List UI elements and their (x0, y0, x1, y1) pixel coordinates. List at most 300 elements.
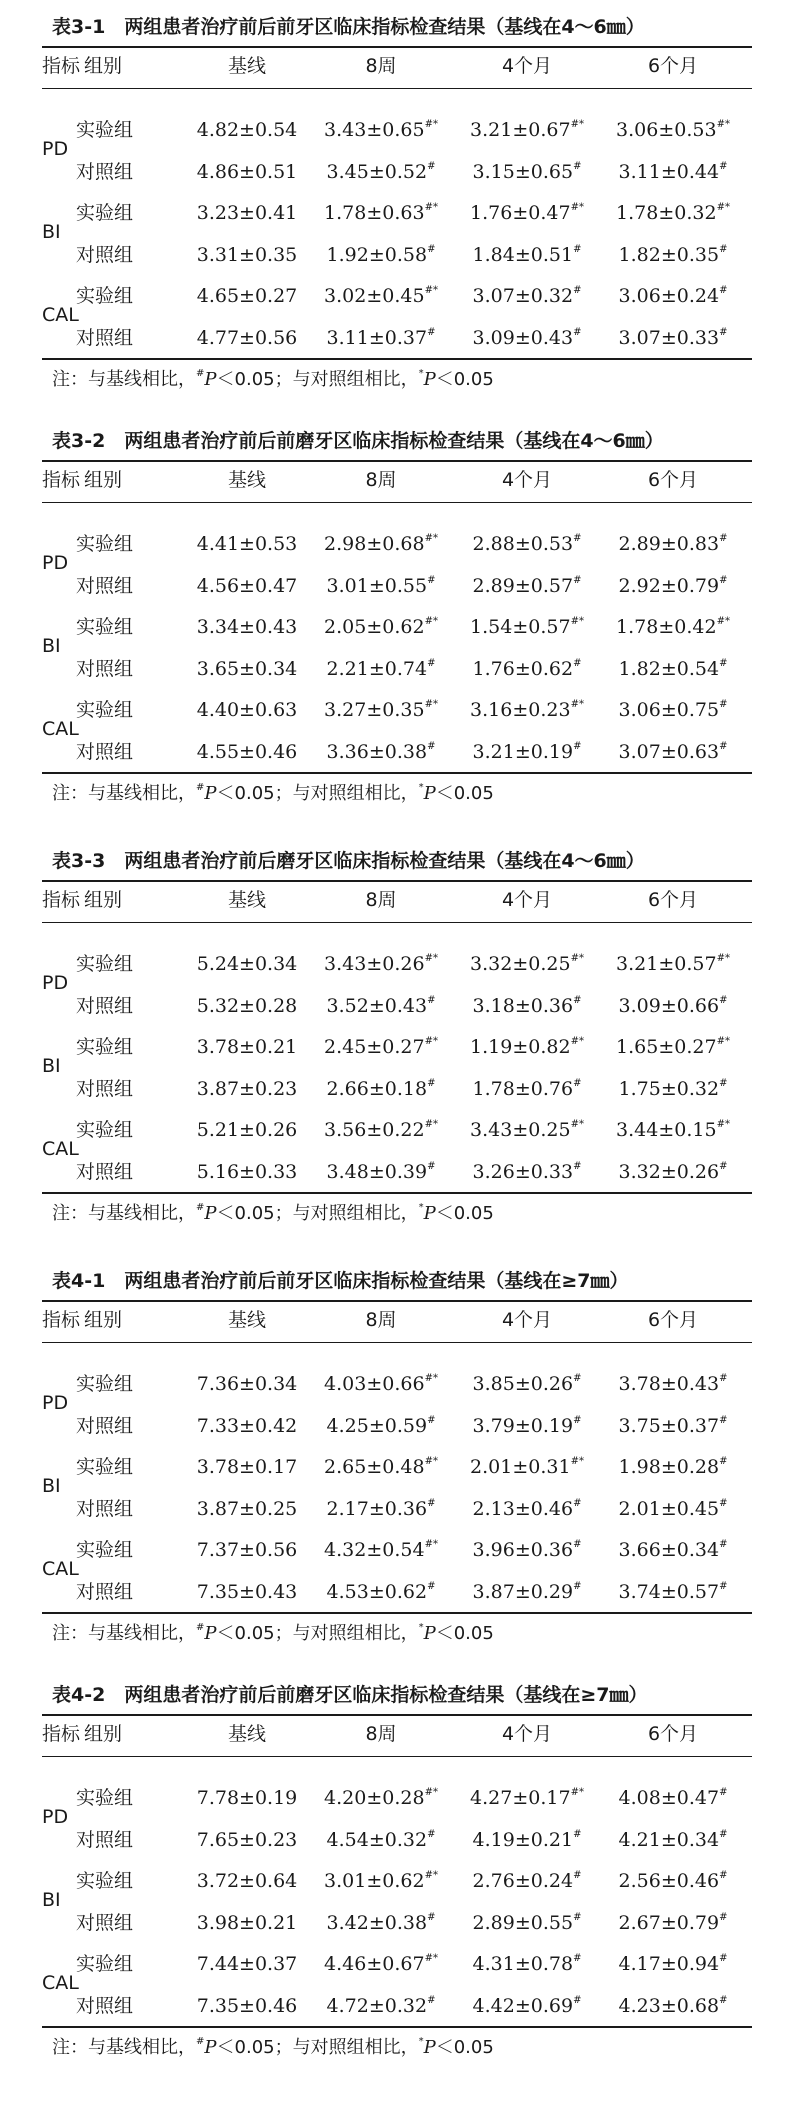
m4-value: 1.78±0.76 (472, 1077, 574, 1100)
significance-mark: # (573, 1580, 582, 1592)
significance-mark: # (719, 1414, 728, 1426)
group-cell: 对照组 (76, 1994, 134, 2017)
significance-mark: # (719, 285, 728, 296)
m6-cell (598, 1158, 748, 1186)
group-cell: 对照组 (76, 657, 134, 680)
m4-cell (452, 282, 602, 310)
w8-value: 2.21±0.74 (326, 657, 428, 680)
m4-cell (452, 992, 602, 1020)
baseline-cell: 3.31±0.35 (196, 243, 298, 266)
m4-cell (452, 738, 602, 766)
m6-cell (598, 1784, 748, 1812)
significance-mark: #* (424, 1119, 438, 1130)
m6-value: 3.11±0.44 (618, 160, 720, 183)
table-footnote (52, 2034, 494, 2062)
note-p-italic: P (204, 1202, 217, 1224)
header-indicator: 指标 (42, 55, 81, 77)
group-cell: 实验组 (76, 1953, 134, 1975)
m6-cell (598, 530, 748, 558)
w8-cell (306, 1158, 456, 1186)
table-block (0, 422, 800, 822)
m4-cell (452, 199, 602, 227)
baseline-cell: 4.77±0.56 (196, 326, 298, 349)
w8-cell (306, 1536, 456, 1564)
significance-mark: # (719, 1539, 728, 1550)
header-8-weeks: 8周 (365, 1309, 397, 1331)
group-cell: 实验组 (76, 1456, 134, 1478)
m6-value: 1.82±0.54 (618, 657, 720, 680)
w8-value: 4.54±0.32 (326, 1828, 428, 1851)
significance-mark: # (719, 1994, 728, 2006)
w8-cell (306, 1826, 456, 1854)
m4-cell (452, 1909, 602, 1937)
m4-value: 2.01±0.31 (470, 1456, 571, 1478)
w8-cell (306, 1453, 456, 1481)
m6-cell (598, 1370, 748, 1398)
w8-cell (306, 1784, 456, 1812)
header-baseline: 基线 (227, 55, 266, 77)
m4-cell (452, 1992, 602, 2020)
m4-cell (452, 158, 602, 186)
note-p-italic: P (423, 368, 436, 390)
bottom-rule (42, 2026, 752, 2028)
group-cell: 实验组 (76, 119, 134, 141)
m6-value: 1.82±0.35 (618, 243, 720, 266)
significance-mark: # (427, 326, 436, 338)
w8-value: 2.66±0.18 (326, 1077, 428, 1100)
significance-mark: #* (716, 1119, 730, 1130)
significance-mark: # (719, 1911, 728, 1923)
group-cell: 对照组 (76, 1414, 134, 1437)
w8-value: 4.32±0.54 (324, 1539, 425, 1561)
m4-value: 3.79±0.19 (472, 1414, 574, 1437)
m4-cell (452, 1950, 602, 1978)
w8-value: 3.11±0.37 (326, 326, 428, 349)
significance-mark: # (573, 1911, 582, 1923)
significance-mark: #* (424, 202, 438, 213)
significance-mark: # (719, 243, 728, 255)
m6-value: 1.75±0.32 (618, 1077, 720, 1100)
significance-mark: # (719, 1160, 728, 1172)
significance-mark: # (719, 1456, 728, 1467)
w8-cell (306, 655, 456, 683)
significance-mark: #* (716, 202, 730, 213)
significance-mark: #* (424, 533, 438, 544)
significance-mark: # (427, 1160, 436, 1172)
significance-mark: #* (424, 1373, 438, 1384)
m4-cell (452, 241, 602, 269)
metric-label: PD (42, 137, 69, 160)
metric-label: CAL (42, 1557, 79, 1580)
note-prefix: 注：与基线相比， (52, 2036, 196, 2058)
m4-value: 2.88±0.53 (472, 533, 574, 555)
baseline-cell: 7.35±0.43 (196, 1580, 298, 1603)
m4-value: 1.54±0.57 (470, 616, 571, 638)
top-rule (42, 460, 752, 462)
m6-cell (598, 1992, 748, 2020)
m6-value: 4.08±0.47 (618, 1787, 720, 1809)
header-indicator: 指标 (42, 889, 81, 911)
significance-mark: # (573, 285, 582, 296)
m6-cell (598, 116, 748, 144)
note-p-italic: P (204, 2036, 217, 2058)
w8-value: 3.43±0.26 (324, 953, 425, 975)
w8-value: 3.48±0.39 (326, 1160, 428, 1183)
significance-mark: # (573, 1077, 582, 1089)
significance-mark: #* (570, 616, 584, 627)
group-cell: 对照组 (76, 1497, 134, 1520)
significance-mark: # (573, 533, 582, 544)
top-rule (42, 880, 752, 882)
m4-value: 2.76±0.24 (472, 1870, 574, 1892)
baseline-cell: 4.82±0.54 (196, 119, 298, 141)
metric-label: PD (42, 1391, 69, 1414)
m4-value: 1.19±0.82 (470, 1036, 571, 1058)
m6-value: 3.06±0.53 (616, 119, 717, 141)
baseline-cell: 3.78±0.21 (196, 1036, 298, 1058)
note-text: ＜0.05 (435, 782, 494, 804)
m6-cell (598, 199, 748, 227)
m4-value: 3.26±0.33 (472, 1160, 574, 1183)
note-star-symbol: * (418, 781, 424, 793)
w8-value: 3.36±0.38 (326, 740, 428, 763)
header-8-weeks: 8周 (365, 469, 397, 491)
m6-cell (598, 738, 748, 766)
w8-value: 3.01±0.62 (324, 1870, 425, 1892)
table-block (0, 8, 800, 408)
bottom-rule (42, 358, 752, 360)
m4-cell (452, 655, 602, 683)
w8-value: 3.02±0.45 (324, 285, 425, 307)
baseline-cell: 7.33±0.42 (196, 1414, 298, 1437)
header-6-months: 6个月 (647, 1723, 699, 1745)
note-prefix: 注：与基线相比， (52, 1622, 196, 1644)
table-footnote (52, 1620, 494, 1648)
header-rule (42, 88, 752, 89)
group-cell: 实验组 (76, 1119, 134, 1141)
w8-cell (306, 116, 456, 144)
w8-value: 1.78±0.63 (324, 202, 425, 224)
m6-value: 1.98±0.28 (618, 1456, 720, 1478)
m4-cell (452, 696, 602, 724)
w8-cell (306, 1495, 456, 1523)
significance-mark: #* (424, 119, 438, 130)
w8-cell (306, 530, 456, 558)
table-caption: 表4-1 两组患者治疗前后前牙区临床指标检查结果（基线在≥7㎜） (52, 1270, 629, 1292)
significance-mark: # (427, 1828, 436, 1840)
significance-mark: # (719, 1953, 728, 1964)
significance-mark: #* (424, 1953, 438, 1964)
baseline-cell: 3.34±0.43 (196, 616, 298, 638)
m4-value: 3.16±0.23 (470, 699, 571, 721)
m4-cell (452, 1784, 602, 1812)
m4-cell (452, 1412, 602, 1440)
m4-cell (452, 324, 602, 352)
group-cell: 对照组 (76, 994, 134, 1017)
w8-cell (306, 992, 456, 1020)
significance-mark: # (573, 657, 582, 669)
m4-cell (452, 1158, 602, 1186)
significance-mark: # (573, 326, 582, 338)
group-cell: 实验组 (76, 616, 134, 638)
m4-value: 4.42±0.69 (472, 1994, 574, 2017)
baseline-cell: 3.65±0.34 (196, 657, 298, 680)
header-indicator: 指标 (42, 1723, 81, 1745)
note-hash-symbol: # (196, 2035, 205, 2047)
significance-mark: # (427, 1994, 436, 2006)
baseline-cell: 5.24±0.34 (196, 953, 298, 975)
significance-mark: # (427, 740, 436, 752)
w8-cell (306, 696, 456, 724)
m6-cell (598, 1950, 748, 1978)
metric-label: BI (42, 634, 61, 657)
note-hash-symbol: # (196, 1201, 205, 1213)
significance-mark: #* (570, 1119, 584, 1130)
w8-cell (306, 158, 456, 186)
significance-mark: #* (570, 119, 584, 130)
significance-mark: #* (424, 1787, 438, 1798)
note-p-italic: P (423, 1622, 436, 1644)
header-6-months: 6个月 (647, 889, 699, 911)
header-4-months: 4个月 (501, 1723, 553, 1745)
m6-value: 3.78±0.43 (618, 1373, 720, 1395)
header-baseline: 基线 (227, 889, 266, 911)
table-footnote (52, 780, 494, 808)
group-cell: 实验组 (76, 1036, 134, 1058)
m4-cell (452, 1453, 602, 1481)
significance-mark: # (573, 1953, 582, 1964)
header-rule (42, 1756, 752, 1757)
metric-label: PD (42, 1805, 69, 1828)
note-prefix: 注：与基线相比， (52, 782, 196, 804)
note-star-symbol: * (418, 367, 424, 379)
w8-cell (306, 1578, 456, 1606)
significance-mark: # (427, 1497, 436, 1509)
header-rule (42, 922, 752, 923)
m6-cell (598, 282, 748, 310)
m4-value: 3.21±0.67 (470, 119, 571, 141)
table-caption: 表4-2 两组患者治疗前后前磨牙区临床指标检查结果（基线在≥7㎜） (52, 1684, 648, 1706)
significance-mark: # (573, 1414, 582, 1426)
m6-cell (598, 992, 748, 1020)
m6-cell (598, 1033, 748, 1061)
significance-mark: #* (716, 119, 730, 130)
significance-mark: # (427, 574, 436, 586)
significance-mark: #* (424, 1036, 438, 1047)
w8-value: 4.72±0.32 (326, 1994, 428, 2017)
m6-cell (598, 1412, 748, 1440)
significance-mark: #* (570, 202, 584, 213)
m6-value: 3.32±0.26 (618, 1160, 720, 1183)
header-rule (42, 1342, 752, 1343)
m4-value: 1.76±0.47 (470, 202, 571, 224)
header-8-weeks: 8周 (365, 1723, 397, 1745)
significance-mark: # (719, 1580, 728, 1592)
note-p-italic: P (423, 782, 436, 804)
baseline-cell: 5.16±0.33 (196, 1160, 298, 1183)
header-indicator: 指标 (42, 1309, 81, 1331)
m4-cell (452, 950, 602, 978)
w8-value: 2.98±0.68 (324, 533, 425, 555)
significance-mark: #* (424, 953, 438, 964)
m6-cell (598, 1909, 748, 1937)
w8-cell (306, 324, 456, 352)
m4-value: 3.85±0.26 (472, 1373, 574, 1395)
significance-mark: #* (424, 1456, 438, 1467)
w8-cell (306, 1950, 456, 1978)
note-p-italic: P (204, 1622, 217, 1644)
w8-value: 3.45±0.52 (326, 160, 428, 183)
significance-mark: # (719, 574, 728, 586)
note-star-symbol: * (418, 1621, 424, 1633)
m6-value: 2.01±0.45 (618, 1497, 720, 1520)
metric-label: BI (42, 220, 61, 243)
w8-value: 4.53±0.62 (326, 1580, 428, 1603)
w8-cell (306, 613, 456, 641)
group-cell: 对照组 (76, 160, 134, 183)
note-text: ＜0.05；与对照组相比， (216, 1202, 419, 1224)
w8-value: 2.45±0.27 (324, 1036, 425, 1058)
significance-mark: # (719, 533, 728, 544)
significance-mark: # (427, 994, 436, 1006)
m4-cell (452, 613, 602, 641)
significance-mark: #* (570, 1036, 584, 1047)
note-text: ＜0.05；与对照组相比， (216, 1622, 419, 1644)
group-cell: 对照组 (76, 1077, 134, 1100)
m4-cell (452, 530, 602, 558)
m6-value: 4.21±0.34 (618, 1828, 720, 1851)
m4-cell (452, 1495, 602, 1523)
metric-label: CAL (42, 303, 79, 326)
significance-mark: # (573, 740, 582, 752)
header-4-months: 4个月 (501, 55, 553, 77)
m6-cell (598, 1453, 748, 1481)
m4-value: 3.96±0.36 (472, 1539, 574, 1561)
significance-mark: # (573, 1539, 582, 1550)
m6-cell (598, 1075, 748, 1103)
w8-cell (306, 1033, 456, 1061)
m4-value: 1.84±0.51 (472, 243, 574, 266)
significance-mark: #* (424, 1870, 438, 1881)
metric-label: PD (42, 551, 69, 574)
note-prefix: 注：与基线相比， (52, 368, 196, 390)
w8-cell (306, 1075, 456, 1103)
metric-label: BI (42, 1054, 61, 1077)
m6-cell (598, 572, 748, 600)
significance-mark: # (573, 1373, 582, 1384)
m4-value: 3.87±0.29 (472, 1580, 574, 1603)
significance-mark: # (719, 994, 728, 1006)
significance-mark: #* (424, 285, 438, 296)
m6-value: 2.92±0.79 (618, 574, 720, 597)
w8-value: 4.20±0.28 (324, 1787, 425, 1809)
note-p-italic: P (423, 1202, 436, 1224)
header-8-weeks: 8周 (365, 55, 397, 77)
table-caption: 表3-3 两组患者治疗前后磨牙区临床指标检查结果（基线在4～6㎜） (52, 850, 645, 872)
m4-value: 3.32±0.25 (470, 953, 571, 975)
note-p-italic: P (204, 782, 217, 804)
metric-label: BI (42, 1474, 61, 1497)
m4-cell (452, 1075, 602, 1103)
group-cell: 对照组 (76, 1828, 134, 1851)
group-cell: 实验组 (76, 285, 134, 307)
header-8-weeks: 8周 (365, 889, 397, 911)
baseline-cell: 4.56±0.47 (196, 574, 298, 597)
m6-cell (598, 1826, 748, 1854)
group-cell: 实验组 (76, 1870, 134, 1892)
header-4-months: 4个月 (501, 469, 553, 491)
baseline-cell: 4.55±0.46 (196, 740, 298, 763)
w8-value: 3.56±0.22 (324, 1119, 425, 1141)
w8-cell (306, 282, 456, 310)
metric-label: CAL (42, 717, 79, 740)
header-4-months: 4个月 (501, 1309, 553, 1331)
m4-cell (452, 1826, 602, 1854)
m6-value: 3.21±0.57 (616, 953, 717, 975)
w8-cell (306, 1909, 456, 1937)
baseline-cell: 7.35±0.46 (196, 1994, 298, 2017)
m4-cell (452, 572, 602, 600)
m6-cell (598, 1867, 748, 1895)
header-group: 组别 (84, 469, 123, 491)
w8-value: 3.27±0.35 (324, 699, 425, 721)
m4-value: 3.07±0.32 (472, 285, 574, 307)
significance-mark: #* (424, 616, 438, 627)
group-cell: 对照组 (76, 574, 134, 597)
baseline-cell: 3.72±0.64 (196, 1870, 298, 1892)
group-cell: 实验组 (76, 1373, 134, 1395)
group-cell: 实验组 (76, 953, 134, 975)
m6-value: 2.56±0.46 (618, 1870, 720, 1892)
group-cell: 对照组 (76, 1911, 134, 1934)
m6-value: 3.06±0.75 (618, 699, 720, 721)
table-caption: 表3-2 两组患者治疗前后前磨牙区临床指标检查结果（基线在4～6㎜） (52, 430, 664, 452)
significance-mark: # (719, 1787, 728, 1798)
table-footnote (52, 366, 494, 394)
significance-mark: #* (570, 953, 584, 964)
m6-cell (598, 1536, 748, 1564)
m4-value: 1.76±0.62 (472, 657, 574, 680)
significance-mark: # (719, 1828, 728, 1840)
baseline-cell: 7.65±0.23 (196, 1828, 298, 1851)
significance-mark: # (573, 1497, 582, 1509)
header-6-months: 6个月 (647, 55, 699, 77)
w8-value: 3.01±0.55 (326, 574, 428, 597)
m6-value: 3.66±0.34 (618, 1539, 720, 1561)
significance-mark: #* (570, 1456, 584, 1467)
m4-cell (452, 1867, 602, 1895)
header-4-months: 4个月 (501, 889, 553, 911)
top-rule (42, 1714, 752, 1716)
m4-value: 4.19±0.21 (472, 1828, 574, 1851)
significance-mark: # (573, 1160, 582, 1172)
baseline-cell: 3.87±0.25 (196, 1497, 298, 1520)
w8-cell (306, 1370, 456, 1398)
m6-value: 1.65±0.27 (616, 1036, 717, 1058)
baseline-cell: 3.23±0.41 (196, 202, 298, 224)
note-hash-symbol: # (196, 781, 205, 793)
m4-value: 3.21±0.19 (472, 740, 574, 763)
significance-mark: # (573, 994, 582, 1006)
note-text: ＜0.05 (435, 368, 494, 390)
baseline-cell: 5.21±0.26 (196, 1119, 298, 1141)
note-p-italic: P (423, 2036, 436, 2058)
metric-label: PD (42, 971, 69, 994)
w8-cell (306, 199, 456, 227)
baseline-cell: 5.32±0.28 (196, 994, 298, 1017)
group-cell: 实验组 (76, 1539, 134, 1561)
note-star-symbol: * (418, 1201, 424, 1213)
